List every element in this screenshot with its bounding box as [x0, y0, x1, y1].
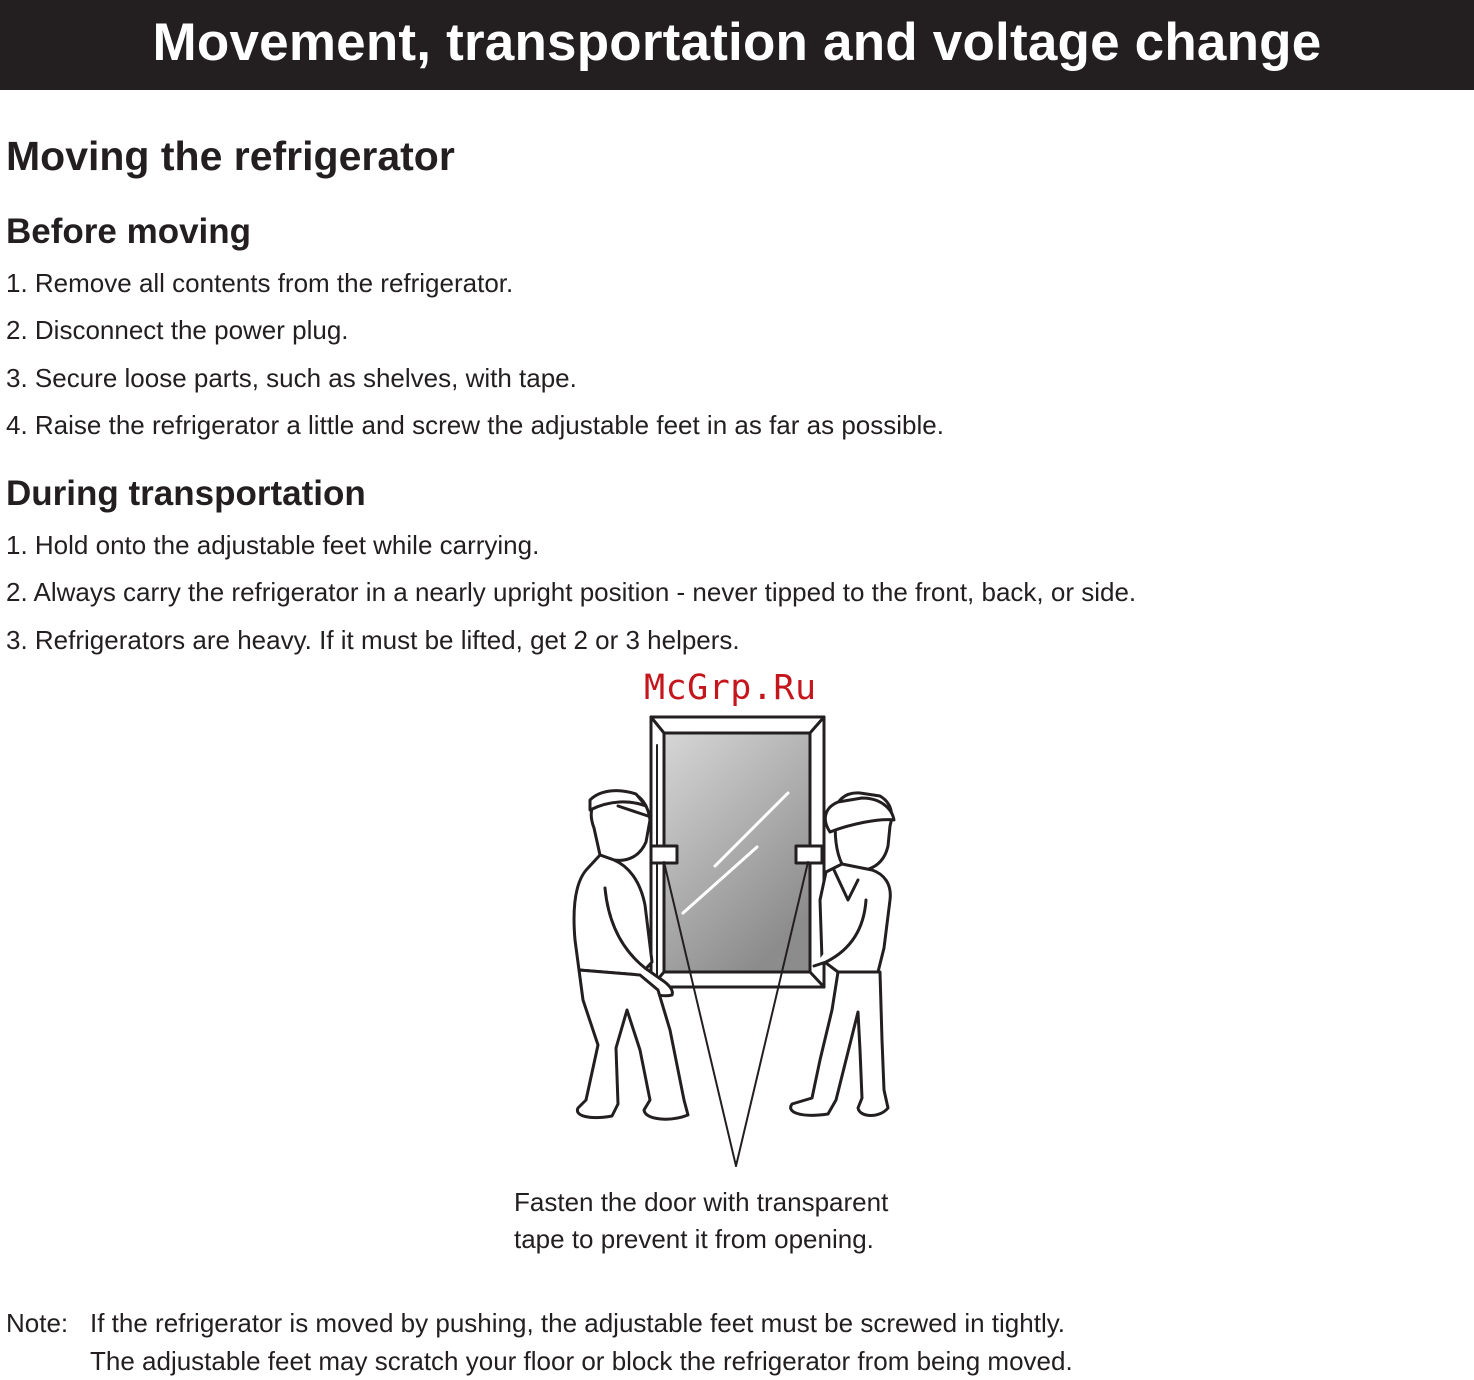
before-moving-step: 4. Raise the refrigerator a little and screw the adjustable feet in as far as possible.	[6, 410, 944, 440]
before-moving-step: 2. Disconnect the power plug.	[6, 315, 349, 345]
before-moving-step: 3. Secure loose parts, such as shelves, with tape.	[6, 363, 577, 393]
section-title: Moving the refrigerator	[6, 133, 455, 179]
during-transportation-heading: During transportation	[6, 474, 366, 513]
before-moving-step: 1. Remove all contents from the refrigerator.	[6, 268, 514, 298]
before-moving-heading: Before moving	[6, 212, 252, 251]
note	[6, 1304, 1073, 1380]
note-label: Note:	[6, 1308, 69, 1338]
caption-line: Fasten the door with transparent	[514, 1187, 889, 1217]
during-transportation-step: 1. Hold onto the adjustable feet while carrying.	[6, 530, 540, 560]
moving-refrigerator-illustration	[560, 710, 920, 1180]
illustration-caption	[514, 1184, 888, 1258]
note-line: The adjustable feet may scratch your floor or block the refrigerator from being moved.	[90, 1346, 1073, 1376]
page-title: Movement, transportation and voltage change	[152, 12, 1322, 72]
caption-line: tape to prevent it from opening.	[514, 1224, 874, 1254]
header-bar	[0, 0, 1474, 90]
during-transportation-step: 2. Always carry the refrigerator in a nearly upright position - never tipped to the front, back, or side.	[6, 577, 1137, 607]
note-line: If the refrigerator is moved by pushing, the adjustable feet must be screwed in tightly.	[90, 1308, 1066, 1338]
watermark: McGrp.Ru	[644, 668, 817, 708]
during-transportation-step: 3. Refrigerators are heavy. If it must be lifted, get 2 or 3 helpers.	[6, 625, 740, 655]
refrigerator-drawing	[651, 717, 824, 987]
